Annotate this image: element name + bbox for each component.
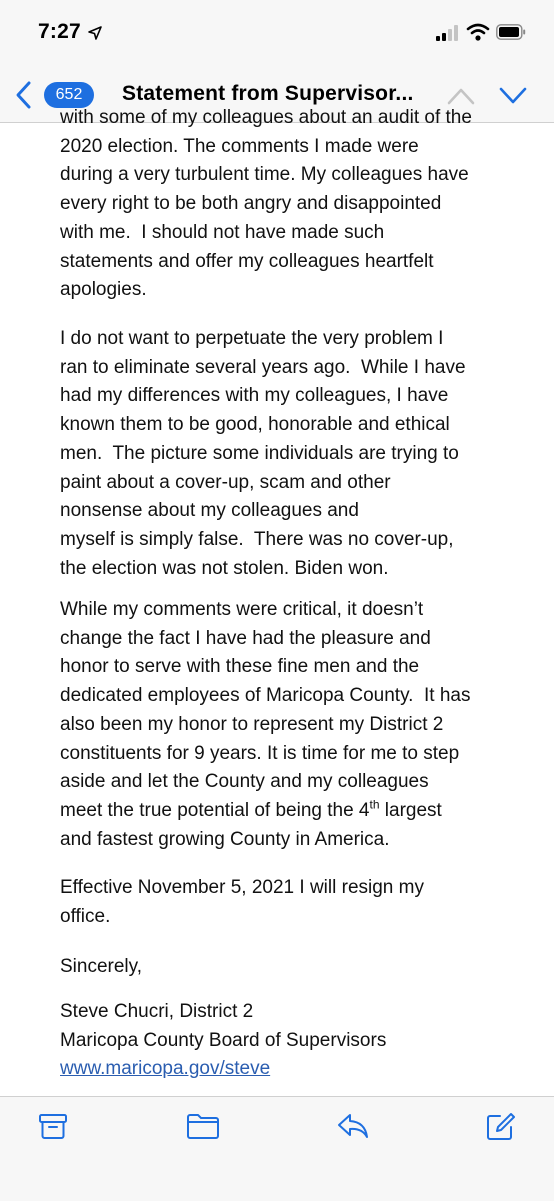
battery-icon bbox=[496, 24, 526, 40]
cellular-signal-icon bbox=[436, 25, 460, 41]
wifi-icon bbox=[466, 22, 490, 42]
signature-link[interactable]: www.maricopa.gov/steve bbox=[60, 1058, 271, 1080]
archive-icon[interactable] bbox=[38, 1111, 68, 1141]
status-bar bbox=[0, 0, 554, 64]
signature-name: Steve Chucri, District 2 bbox=[60, 1001, 254, 1022]
signature-org: Maricopa County Board of Supervisors bbox=[60, 1029, 387, 1051]
unread-count-badge[interactable]: 652 bbox=[44, 82, 94, 108]
signature-block bbox=[60, 998, 386, 1084]
location-arrow-icon bbox=[88, 26, 102, 40]
email-body bbox=[0, 107, 554, 1082]
clock: 7:27 bbox=[38, 20, 81, 43]
closing-text: Sincerely, bbox=[60, 956, 143, 977]
folder-icon[interactable] bbox=[186, 1111, 220, 1141]
previous-message-icon[interactable] bbox=[446, 86, 476, 106]
email-paragraph-4: Effective November 5, 2021 I will resign my office. bbox=[60, 877, 424, 927]
email-paragraph-2: I do not want to perpetuate the very problem I ran to eliminate several years ago. While I have had my differences with my colleagues, I have known them to be good, honorable and ethical men. The picture some individuals are trying to paint about a cover-up, scam and other nonsense about my colleagues and myself is simply false. There was no cover-up, the election was not stolen. Biden won. bbox=[60, 328, 466, 579]
next-message-icon[interactable] bbox=[498, 86, 528, 106]
back-chevron-icon[interactable] bbox=[14, 80, 34, 110]
bottom-toolbar bbox=[0, 1096, 554, 1201]
reply-icon[interactable] bbox=[336, 1111, 370, 1141]
email-paragraph-1: with some of my colleagues about an audit of the 2020 election. The comments I made were during a very turbulent time. My colleagues have every right to be both angry and disappointed with me. I should not have made such statements and offer my colleagues heartfelt apologies. bbox=[60, 107, 472, 301]
compose-icon[interactable] bbox=[484, 1111, 516, 1143]
email-paragraph-3: While my comments were critical, it doesn’t change the fact I have had the pleasure and honor to serve with these fine men and the dedicated employees of Maricopa County. It has also been my honor to represent my District 2 constituents for 9 years. It is time for me to step aside and let the County and my colleagues meet the true potential of being the 4th largest and fastest growing County in America. bbox=[60, 599, 471, 850]
message-subject-title: Statement from Supervisor... bbox=[122, 82, 414, 105]
